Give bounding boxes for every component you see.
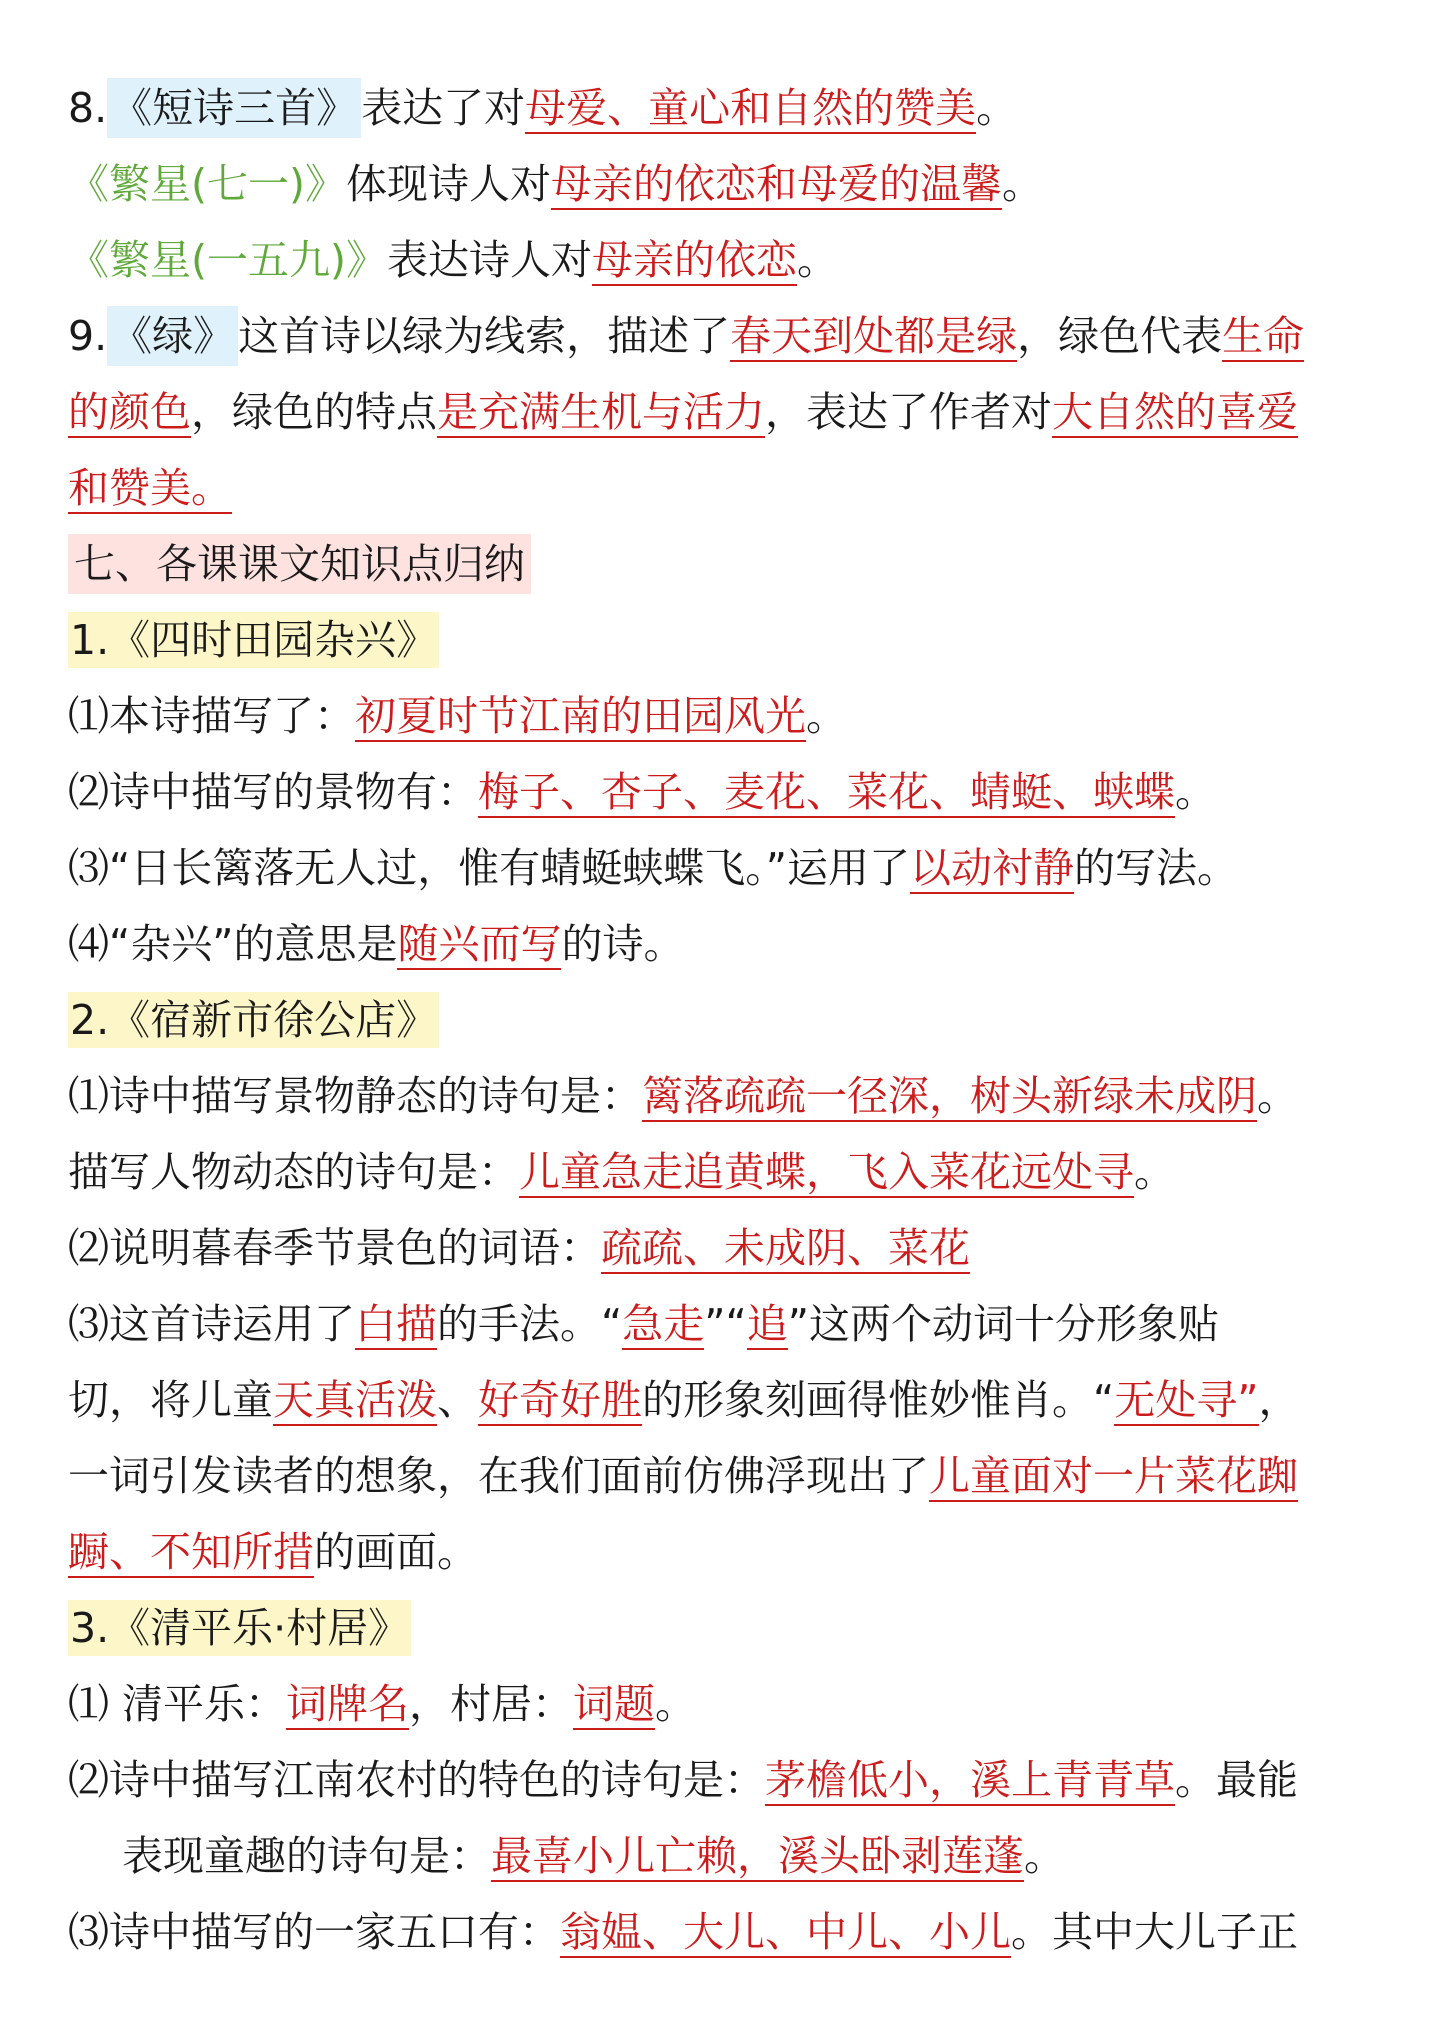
text: 这首诗以绿为线索，描述了 bbox=[238, 312, 731, 360]
answer: 翁媪、大儿、中儿、小儿 bbox=[560, 1908, 1011, 1956]
text: 表现童趣的诗句是： bbox=[122, 1832, 491, 1880]
answer: 的颜色 bbox=[68, 388, 191, 436]
text: 。 bbox=[1257, 1072, 1298, 1120]
section-heading bbox=[68, 536, 1378, 592]
text: 的写法。 bbox=[1073, 844, 1238, 892]
text: ⑵诗中描写江南农村的特色的诗句是： bbox=[68, 1756, 765, 1804]
text: ”“ bbox=[704, 1300, 747, 1348]
text: ”这两个动词十分形象贴 bbox=[787, 1300, 1219, 1348]
lesson-3-line-3 bbox=[68, 1904, 1378, 1960]
item-number: 8. bbox=[68, 84, 108, 132]
answer: 急走 bbox=[622, 1300, 705, 1348]
text: ，村居： bbox=[409, 1680, 574, 1728]
answer: 篱落疏疏一径深，树头新绿未成阴 bbox=[642, 1072, 1257, 1120]
item-number: 9. bbox=[68, 312, 108, 360]
text: ⑴本诗描写了： bbox=[68, 692, 355, 740]
text: ⑶“日长篱落无人过，惟有蜻蜓蛱蝶飞。”运用了 bbox=[68, 844, 910, 892]
answer: 母亲的依恋和母爱的温馨 bbox=[551, 160, 1002, 208]
text: ⑴诗中描写景物静态的诗句是： bbox=[68, 1072, 642, 1120]
answer: 大自然的喜爱 bbox=[1052, 388, 1298, 436]
answer: 疏疏、未成阴、菜花 bbox=[601, 1224, 970, 1272]
item-9-line-1 bbox=[68, 308, 1378, 364]
lesson-3-line-1 bbox=[68, 1676, 1378, 1732]
text: ，绿色代表 bbox=[1017, 312, 1223, 360]
answer: 和赞美。 bbox=[68, 464, 232, 512]
answer: 生命 bbox=[1222, 312, 1305, 360]
text: 。 bbox=[797, 236, 838, 284]
answer: 茅檐低小，溪上青青草 bbox=[765, 1756, 1175, 1804]
lesson-1-line-1 bbox=[68, 688, 1378, 744]
lesson-2-line-3d bbox=[68, 1524, 1378, 1580]
lesson-2-line-1 bbox=[68, 1068, 1378, 1124]
answer: 母亲的依恋 bbox=[592, 236, 797, 284]
answer: 母爱、童心和自然的赞美 bbox=[525, 84, 977, 132]
lesson-2-line-1b bbox=[68, 1144, 1378, 1200]
answer: 蹰、不知所措 bbox=[68, 1528, 314, 1576]
text: ，表达了作者对 bbox=[765, 388, 1052, 436]
text: 。 bbox=[1002, 160, 1043, 208]
text: 切，将儿童 bbox=[68, 1376, 273, 1424]
text: 表达了对 bbox=[361, 84, 526, 132]
lesson-title: 1.《四时田园杂兴》 bbox=[68, 612, 439, 668]
poem-title: 《绿》 bbox=[107, 306, 238, 366]
lesson-title: 3.《清平乐·村居》 bbox=[68, 1600, 411, 1656]
poem-title: 《繁星(七一)》 bbox=[68, 160, 346, 208]
item-8 bbox=[68, 80, 1378, 136]
answer: 词题 bbox=[573, 1680, 656, 1728]
poem-title: 《繁星(一五九)》 bbox=[68, 236, 387, 284]
answer: 梅子、杏子、麦花、菜花、蜻蜓、蛱蝶 bbox=[478, 768, 1175, 816]
text: 表达诗人对 bbox=[387, 236, 592, 284]
answer: 白描 bbox=[355, 1300, 437, 1348]
section-title: 七、各课课文知识点归纳 bbox=[68, 534, 531, 594]
answer: 天真活泼 bbox=[273, 1376, 437, 1424]
answer: 是充满生机与活力 bbox=[437, 388, 765, 436]
lesson-2-line-3c bbox=[68, 1448, 1378, 1504]
item-9-line-3 bbox=[68, 460, 1378, 516]
text: 。其中大儿子正 bbox=[1011, 1908, 1298, 1956]
lesson-1-line-4 bbox=[68, 916, 1378, 972]
lesson-2-title bbox=[68, 992, 1378, 1048]
text: ⑴ 清平乐： bbox=[68, 1680, 287, 1728]
text: 的形象刻画得惟妙惟肖。“ bbox=[642, 1376, 1115, 1424]
answer: 儿童面对一片菜花踟 bbox=[929, 1452, 1298, 1500]
text: 一词引发读者的想象，在我们面前仿佛浮现出了 bbox=[68, 1452, 929, 1500]
text: 的手法。“ bbox=[437, 1300, 623, 1348]
answer: 春天到处都是绿 bbox=[730, 312, 1018, 360]
text: ，绿色的特点 bbox=[191, 388, 437, 436]
text: ⑷“杂兴”的意思是 bbox=[68, 920, 398, 968]
answer: 最喜小儿亡赖，溪头卧剥莲蓬 bbox=[491, 1832, 1024, 1880]
answer: 随兴而写 bbox=[397, 920, 562, 968]
text: 。 bbox=[1134, 1148, 1175, 1196]
text: ， bbox=[1258, 1376, 1300, 1424]
lesson-1-title bbox=[68, 612, 1378, 668]
lesson-2-line-3a bbox=[68, 1296, 1378, 1352]
lesson-2-line-2 bbox=[68, 1220, 1378, 1276]
answer: 好奇好胜 bbox=[478, 1376, 642, 1424]
text: ⑵说明暮春季节景色的词语： bbox=[68, 1224, 601, 1272]
text: 、 bbox=[437, 1376, 478, 1424]
text: ⑵诗中描写的景物有： bbox=[68, 768, 478, 816]
lesson-1-line-3 bbox=[68, 840, 1378, 896]
answer: 词牌名 bbox=[286, 1680, 410, 1728]
lesson-3-line-2b bbox=[122, 1828, 1432, 1884]
item-9-line-2 bbox=[68, 384, 1378, 440]
item-8-fanxing-159 bbox=[68, 232, 1378, 288]
answer: 以动衬静 bbox=[909, 844, 1074, 892]
text: 。 bbox=[655, 1680, 697, 1728]
text: ⑶诗中描写的一家五口有： bbox=[68, 1908, 560, 1956]
lesson-2-line-3b bbox=[68, 1372, 1378, 1428]
text: 。 bbox=[1175, 768, 1216, 816]
lesson-title: 2.《宿新市徐公店》 bbox=[68, 992, 439, 1048]
lesson-3-title bbox=[68, 1600, 1378, 1656]
answer: 无处寻” bbox=[1114, 1376, 1259, 1424]
text: 。 bbox=[806, 692, 847, 740]
text: 体现诗人对 bbox=[346, 160, 551, 208]
poem-title: 《短诗三首》 bbox=[107, 78, 361, 138]
text: 。最能 bbox=[1175, 1756, 1298, 1804]
lesson-1-line-2 bbox=[68, 764, 1378, 820]
answer: 初夏时节江南的田园风光 bbox=[355, 692, 806, 740]
answer: 追 bbox=[746, 1300, 788, 1348]
text: 。 bbox=[1024, 1832, 1065, 1880]
text: 的画面。 bbox=[314, 1528, 478, 1576]
text: 的诗。 bbox=[561, 920, 685, 968]
answer: 儿童急走追黄蝶，飞入菜花远处寻 bbox=[519, 1148, 1134, 1196]
text: 描写人物动态的诗句是： bbox=[68, 1148, 519, 1196]
lesson-3-line-2 bbox=[68, 1752, 1378, 1808]
text: 。 bbox=[976, 84, 1018, 132]
item-8-fanxing-71 bbox=[68, 156, 1378, 212]
text: ⑶这首诗运用了 bbox=[68, 1300, 355, 1348]
